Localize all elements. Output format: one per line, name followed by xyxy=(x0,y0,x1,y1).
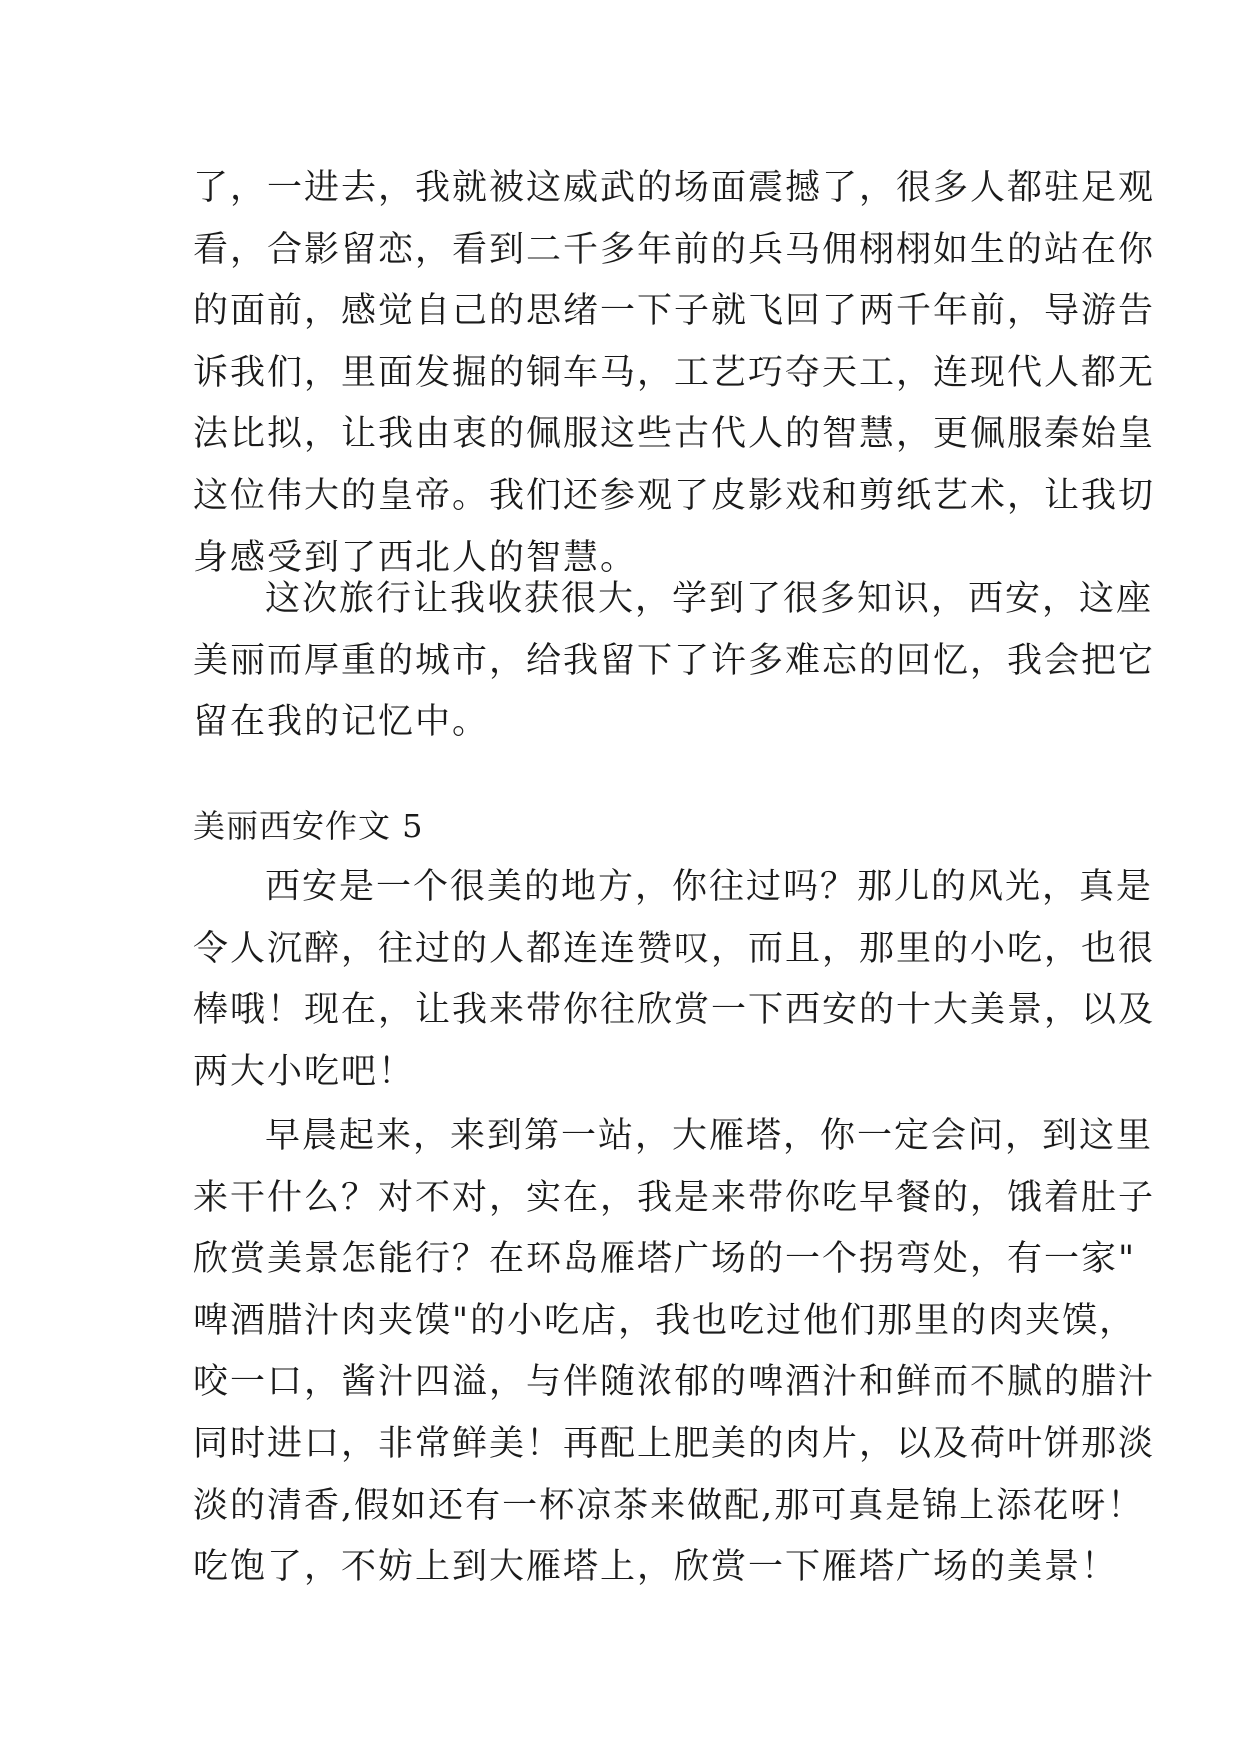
text-line: 令人沉醉，往过的人都连连赞叹，而且，那里的小吃，也很 xyxy=(193,928,1156,969)
paragraph-morning xyxy=(193,1106,1156,1599)
paragraph-intro xyxy=(193,857,1156,1103)
text-line: 身感受到了西北人的智慧。 xyxy=(193,537,638,578)
text-line: 这次旅行让我收获很大，学到了很多知识，西安，这座 xyxy=(265,579,1154,619)
paragraph-continued xyxy=(193,158,1156,589)
text-line: 咬一口，酱汁四溢，与伴随浓郁的啤酒汁和鲜而不腻的腊汁 xyxy=(193,1362,1156,1403)
text-line: 美丽而厚重的城市，给我留下了许多难忘的回忆，我会把它 xyxy=(193,640,1156,681)
text-line: 棒哦！现在，让我来带你往欣赏一下西安的十大美景，以及 xyxy=(193,990,1156,1031)
text-line: 法比拟，让我由衷的佩服这些古代人的智慧，更佩服秦始皇 xyxy=(193,414,1156,455)
paragraph-conclusion xyxy=(193,569,1156,754)
text-line: 西安是一个很美的地方，你往过吗？那儿的风光，真是 xyxy=(265,867,1154,907)
text-line: 诉我们，里面发掘的铜车马，工艺巧夺天工，连现代人都无 xyxy=(193,352,1156,393)
text-line: 啤酒腊汁肉夹馍"的小吃店，我也吃过他们那里的肉夹馍， xyxy=(193,1300,1137,1341)
text-line: 欣赏美景怎能行？在环岛雁塔广场的一个拐弯处，有一家" xyxy=(193,1239,1137,1280)
text-line: 这位伟大的皇帝。我们还参观了皮影戏和剪纸艺术，让我切 xyxy=(193,475,1156,516)
text-line: 吃饱了，不妨上到大雁塔上，欣赏一下雁塔广场的美景！ xyxy=(193,1547,1119,1588)
text-line: 的面前，感觉自己的思绪一下子就飞回了两千年前，导游告 xyxy=(193,291,1156,332)
text-line: 两大小吃吧！ xyxy=(193,1051,416,1092)
text-line: 看，合影留恋，看到二千多年前的兵马佣栩栩如生的站在你 xyxy=(193,229,1156,270)
text-line: 淡的清香,假如还有一杯凉茶来做配,那可真是锦上添花呀！ xyxy=(193,1485,1145,1526)
text-line: 来干什么？对不对，实在，我是来带你吃早餐的，饿着肚子 xyxy=(193,1177,1156,1218)
text-line: 同时进口，非常鲜美！再配上肥美的肉片，以及荷叶饼那淡 xyxy=(193,1423,1156,1464)
text-line: 了，一进去，我就被这威武的场面震撼了，很多人都驻足观 xyxy=(193,168,1156,208)
text-line: 早晨起来，来到第一站，大雁塔，你一定会问，到这里 xyxy=(265,1116,1154,1156)
section-heading: 美丽西安作文 5 xyxy=(193,807,424,845)
text-line: 留在我的记忆中。 xyxy=(193,702,490,743)
